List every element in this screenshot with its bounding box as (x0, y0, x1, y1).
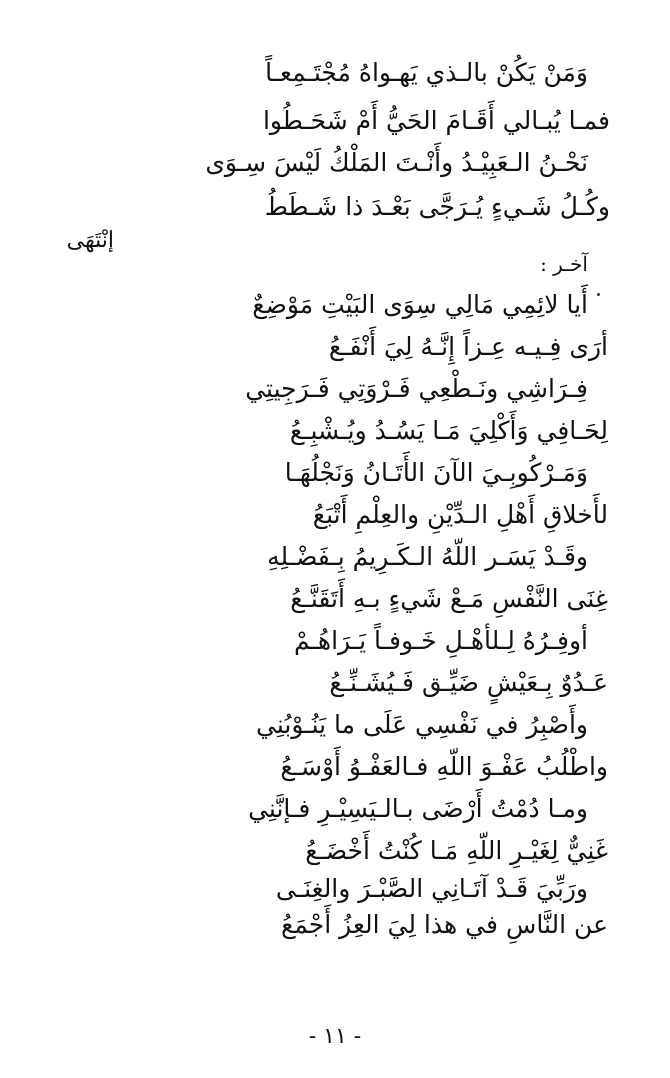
poem2-line-14: غَنِيٌّ لِغَيْـرِ اللّهِ مَـا كُنْتُ أَخْضَـعُ (305, 836, 608, 865)
poem1-line-4: وكُـلُ شَـيءٍ يُـرَجَّى بَعْـدَ ذا شَـطَطُ (264, 192, 610, 221)
poem2-line-4: لِحَـافِي وَأَكْلِيَ مَـا يَسُـدُ ويُـشْبِـعُ (289, 416, 608, 445)
poem2-line-10: عَـدُوٌ بِـعَيْشٍ ضَيِّـق فَـيُشَـنِّـعُ (329, 668, 608, 697)
poem2-line-13: ومـا دُمْتُ أَرْضَى بـالـيَسِيْـرِ فـإنَّنِي (248, 794, 588, 823)
poem1-line-1: وَمَنْ يَكُنْ بالـذي يَهـواهُ مُجْتَـمِعـاً (265, 58, 588, 87)
poem2-line-3: فِـرَاشِي ونَـطْعِي فَـرْوَتِي فَـرَجِيتِي (245, 374, 588, 403)
poem1-end-word: إنْتَهَى (66, 228, 114, 253)
poem2-line-16: عن النَّاسِ في هذا لِيَ العِزُ أَجْمَعُ (281, 910, 608, 939)
poem2-line-12: واطْلُبُ عَفْـوَ اللّهِ فـالعَفْـوُ أَوْسَـعُ (280, 752, 608, 781)
poem1-line-3: نَحْـنُ الـعَبِيْـدُ وأَنْـتَ المَلْكُ لَيْسَ سِـوَى (205, 148, 588, 177)
poem2-line-1: أَيا لائِمِي مَالِي سِوَى البَيْتِ مَوْضِعٌ (252, 290, 588, 319)
poem2-line-6: لأَخلاقِ أَهْلِ الـدِّيْنِ والعِلْمِ أَتْبَعُ (312, 500, 608, 529)
poem2-line-8: غِنَى النَّفْسِ مَـعْ شَيءٍ بـهِ أَتَقَنَّـعُ (290, 584, 608, 613)
page-number: - ١١ - (308, 1024, 362, 1049)
poem2-line-5: وَمَـرْكُوبِـيَ الآنَ الأَتَـانُ وَنَجْلُهَـا (284, 458, 588, 487)
poem2-line-7: وقَـدْ يَسَـر اللّهُ الـكَـرِيمُ بِـفَضْـلِهِ (267, 542, 588, 571)
poem2-heading: آخـر : (540, 252, 588, 276)
decorative-dot (597, 293, 600, 296)
poem1-line-2: فمـا يُبـالي أَقَـامَ الحَيُّ أَمْ شَحَـطُوا (262, 106, 610, 135)
poem2-line-9: أوفِـرُهُ لِـلأهْـلِ خَـوفـاً يَـرَاهُـمْ (293, 626, 588, 655)
poem2-line-11: وأَصْبِرُ في نَفْسِي عَلَى ما يَنُـوْبُنِي (256, 710, 588, 739)
poem2-line-15: ورَبِّيَ قَـدْ آتَـانِي الصَّبْـرَ والغِنَـى (275, 874, 588, 903)
poem2-line-2: أرَى فِـيـه عِـزاً إِنَّـهُ لِيَ أَنْفَـعُ (328, 332, 608, 361)
